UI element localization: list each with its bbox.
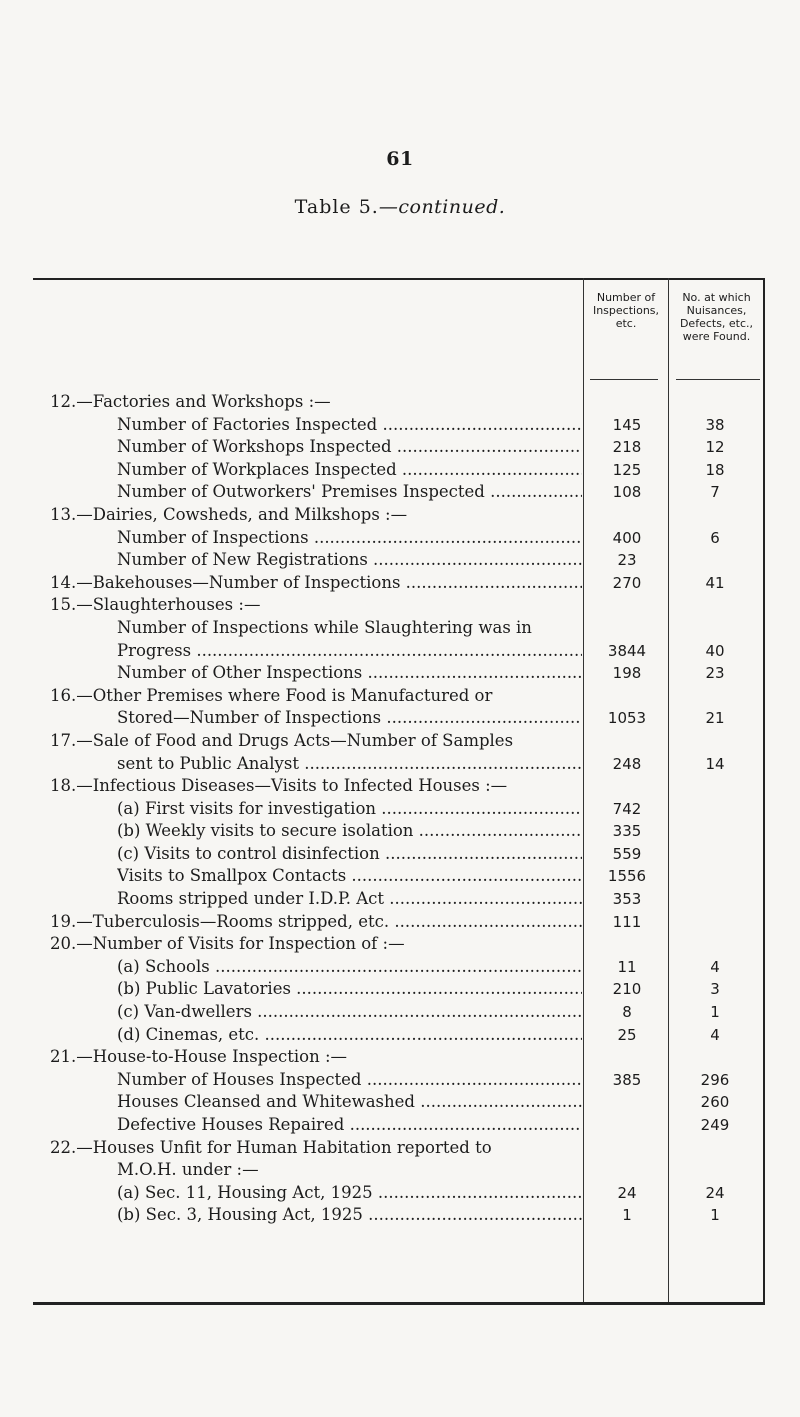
row-label: 13.—Dairies, Cowsheds, and Milkshops :— [50,504,408,524]
table-body [0,391,800,1227]
row-label: Number of Workshops Inspected ..... [117,436,582,459]
inspections-value: 1 [622,1206,632,1225]
row-label: 14.—Bakehouses—Number of Inspections ..... [50,572,582,595]
inspections-value: 11 [617,957,637,976]
table-row [0,572,800,595]
row-label: Progress ..... [117,640,582,663]
table-row [0,1001,800,1024]
nuisances-value: 3 [710,980,720,999]
row-label: 21.—House-to-House Inspection :— [50,1047,348,1067]
table-row [0,843,800,866]
table-row [0,978,800,1001]
table-row [0,865,800,888]
inspections-value: 111 [612,912,642,931]
table-row [0,1046,800,1069]
table-row [0,888,800,911]
row-label: (b) Weekly visits to secure isolation ..... [117,820,582,843]
inspections-value: 400 [612,528,642,547]
nuisances-value: 260 [700,1093,730,1112]
inspections-value: 1556 [607,867,647,886]
inspections-value: 248 [612,754,642,773]
nuisances-value: 14 [705,754,725,773]
table-row [0,481,800,504]
table-row [0,956,800,979]
inspections-value: 270 [612,573,642,592]
table-row [0,1159,800,1182]
row-label: 18.—Infectious Diseases—Visits to Infected Houses :— [50,776,508,796]
row-label: Rooms stripped under I.D.P. Act ..... [117,888,582,911]
inspections-value: 559 [612,844,642,863]
inspections-value: 198 [612,664,642,683]
nuisances-value: 38 [705,415,725,434]
table-row [0,1024,800,1047]
table-row [0,549,800,572]
table-row [0,685,800,708]
page-number: 61 [386,148,414,170]
table-row [0,640,800,663]
header-rule [590,379,658,380]
nuisances-value: 40 [705,641,725,660]
table-row [0,775,800,798]
nuisances-value: 296 [700,1070,730,1089]
row-label: (b) Sec. 3, Housing Act, 1925 ..... [117,1204,582,1227]
table-title [0,196,800,218]
row-label: Number of Outworkers' Premises Inspected ..... [117,481,582,504]
header-rule [676,379,760,380]
nuisances-value: 4 [710,1025,720,1044]
row-label: (d) Cinemas, etc. ..... [117,1024,582,1047]
inspections-value: 23 [617,551,637,570]
row-label: Number of Houses Inspected ..... [117,1069,582,1092]
table-row [0,820,800,843]
inspections-value: 353 [612,890,642,909]
inspections-value: 3844 [607,641,647,660]
row-label: Visits to Smallpox Contacts ..... [117,865,582,888]
nuisances-value: 1 [710,1206,720,1225]
table-row [0,1182,800,1205]
row-label: Number of Inspections ..... [117,527,582,550]
row-label: 12.—Factories and Workshops :— [50,392,331,411]
row-label: 20.—Number of Visits for Inspection of :— [50,934,405,954]
nuisances-value: 12 [705,438,725,457]
inspections-value: 25 [617,1025,637,1044]
table-row [0,911,800,934]
table-title-continued: —continued. [378,196,506,218]
row-label: Houses Cleansed and Whitewashed ..... [117,1091,582,1114]
inspections-value: 335 [612,822,642,841]
nuisances-value: 4 [710,957,720,976]
table-row [0,414,800,437]
table-row [0,1137,800,1160]
table-row [0,662,800,685]
row-label: 15.—Slaughterhouses :— [50,595,261,615]
row-label: Number of Other Inspections ..... [117,662,582,685]
row-label: (a) Schools ..... [117,956,582,979]
inspections-value: 218 [612,438,642,457]
table-row [0,1091,800,1114]
table-row [0,798,800,821]
table-row [0,527,800,550]
inspections-value: 385 [612,1070,642,1089]
nuisances-value: 6 [710,528,720,547]
column-header-inspections: Number of Inspections, etc. [592,291,660,330]
table-row [0,1069,800,1092]
nuisances-value: 24 [705,1183,725,1202]
nuisances-value: 21 [705,709,725,728]
table-row [0,504,800,527]
row-label: M.O.H. under :— [117,1160,259,1180]
nuisances-value: 18 [705,460,725,479]
inspections-value: 210 [612,980,642,999]
table-row [0,459,800,482]
table-row [0,594,800,617]
row-label: (a) Sec. 11, Housing Act, 1925 ..... [117,1182,582,1205]
row-label: Number of New Registrations ..... [117,549,582,572]
row-label: Number of Workplaces Inspected ..... [117,459,582,482]
table-row [0,436,800,459]
row-label: 17.—Sale of Food and Drugs Acts—Number of Samples [50,730,514,750]
column-header-nuisances: No. at which Nuisances, Defects, etc., were Found. [679,291,754,343]
nuisances-value: 1 [710,1003,720,1022]
table-row [0,707,800,730]
inspections-value: 125 [612,460,642,479]
inspections-value: 742 [612,799,642,818]
inspections-value: 108 [612,483,642,502]
inspections-value: 1053 [607,709,647,728]
row-label: (c) Visits to control disinfection ..... [117,843,582,866]
table-row [0,753,800,776]
table-title-main: Table 5. [294,196,379,218]
table-row [0,617,800,640]
row-label: Number of Inspections while Slaughtering was in [117,617,532,637]
inspections-value: 24 [617,1183,637,1202]
inspections-value: 8 [622,1003,632,1022]
row-label: Defective Houses Repaired ..... [117,1114,582,1137]
row-label: 22.—Houses Unfit for Human Habitation reported to [50,1137,492,1157]
inspections-value: 145 [612,415,642,434]
row-label: (c) Van-dwellers ..... [117,1001,582,1024]
row-label: Stored—Number of Inspections ..... [117,707,582,730]
row-label: (b) Public Lavatories ..... [117,978,582,1001]
nuisances-value: 41 [705,573,725,592]
nuisances-value: 249 [700,1116,730,1134]
table-row [0,391,800,414]
row-label: 16.—Other Premises where Food is Manufactured or [50,685,493,705]
nuisances-value: 23 [705,664,725,683]
nuisances-value: 7 [710,483,720,502]
row-label: Number of Factories Inspected ..... [117,414,582,437]
row-label: 19.—Tuberculosis—Rooms stripped, etc. ..... [50,911,582,934]
table-row [0,933,800,956]
table-row [0,1114,800,1137]
table-row [0,1204,800,1227]
row-label: (a) First visits for investigation ..... [117,798,582,821]
table-row [0,730,800,753]
row-label: sent to Public Analyst ..... [117,753,582,776]
